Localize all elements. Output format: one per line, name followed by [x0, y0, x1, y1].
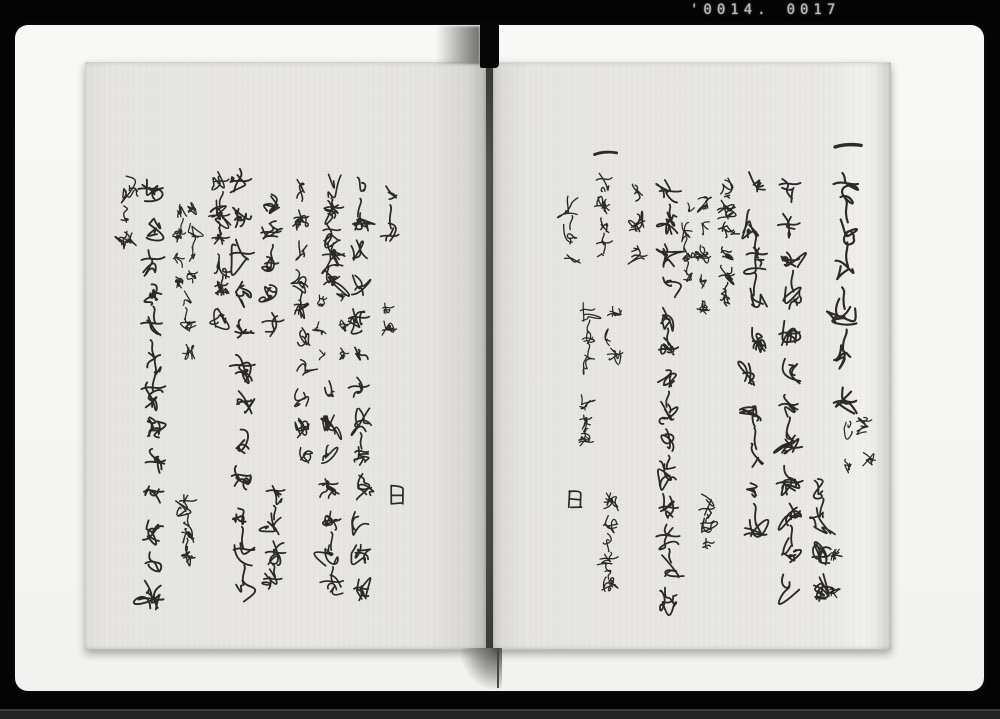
binding-top-shadow — [436, 26, 480, 64]
frame-counter-left: '0014. — [690, 2, 771, 18]
right-page — [493, 62, 891, 650]
book-gutter — [486, 62, 493, 648]
frame-counter — [690, 2, 840, 20]
frame-counter-right: 0017 — [786, 2, 841, 18]
left-page — [85, 62, 486, 650]
book-spread — [85, 62, 891, 649]
binding-bottom-shadow — [460, 648, 502, 690]
binding-bottom-line — [497, 648, 499, 688]
spine-top-notch — [480, 24, 499, 68]
film-bottom-strip — [0, 709, 1000, 719]
